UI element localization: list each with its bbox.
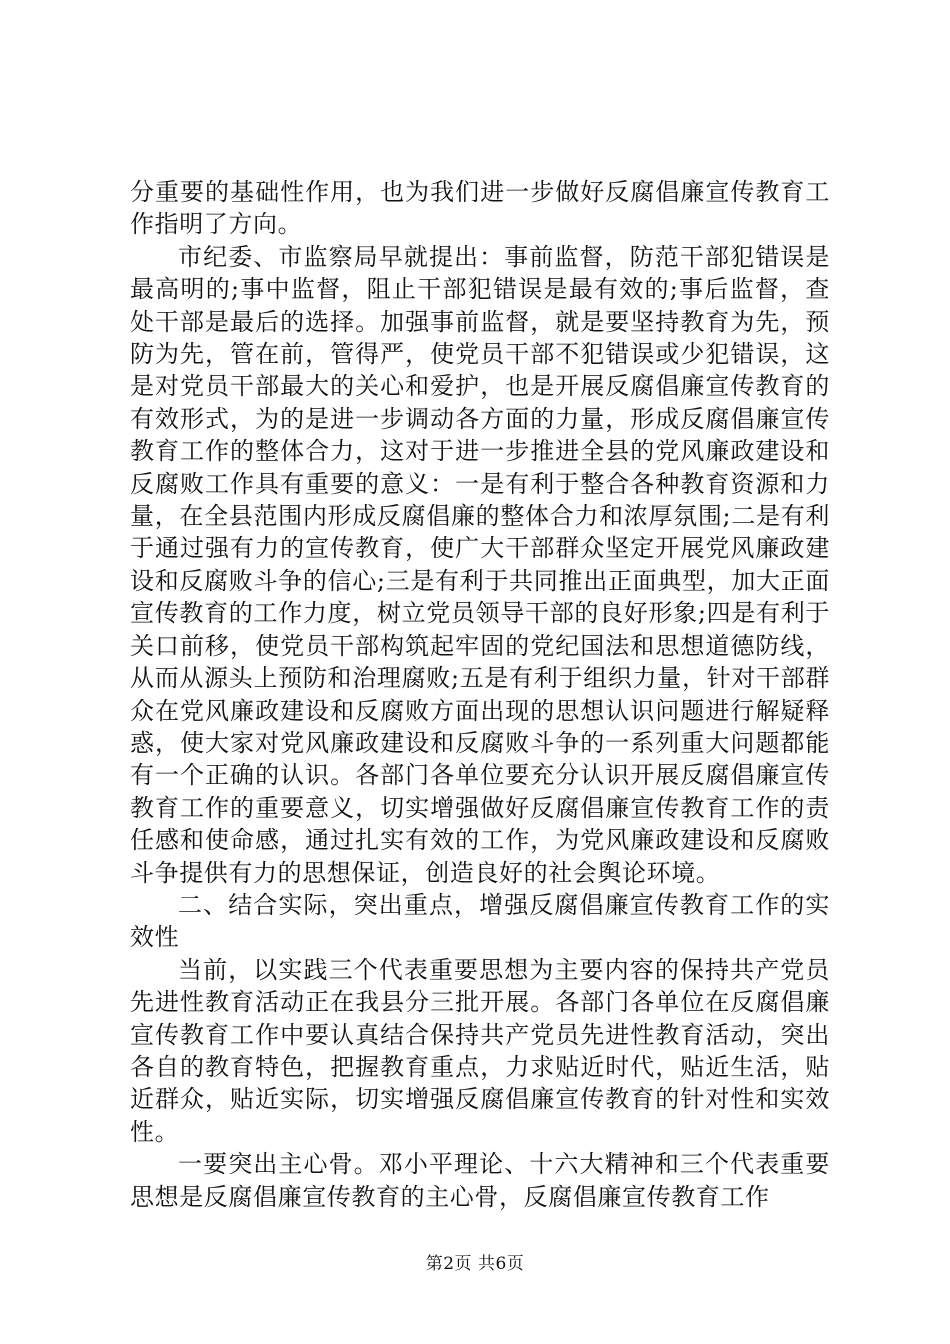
paragraph-continuation: 分重要的基础性作用，也为我们进一步做好反腐倡廉宣传教育工作指明了方向。 xyxy=(130,178,830,239)
page-number-footer: 第2页 共6页 xyxy=(425,1254,525,1274)
paragraph-main-pillar: 一要突出主心骨。邓小平理论、十六大精神和三个代表重要思想是反腐倡廉宣传教育的主心骨，反腐倡廉宣传教育工作 xyxy=(130,1150,830,1211)
document-body xyxy=(130,176,830,1213)
section-heading-2: 二、结合实际，突出重点，增强反腐倡廉宣传教育工作的实效性 xyxy=(130,890,830,952)
paragraph-supervision: 市纪委、市监察局早就提出：事前监督，防范干部犯错误是最高明的;事中监督，阻止干部犯错误是最有效的;事后监督，查处干部是最后的选择。加强事前监督，就是要坚持教育为先，预防为先，管在前，管得严，使党员干部不犯错误或少犯错误，这是对党员干部最大的关心和爱护，也是开展反腐倡廉宣传教育的有效形式，为的是进一步调动各方面的力量，形成反腐倡廉宣传教育工作的整体合力，这对于进一步推进全县的党风廉政建设和反腐败工作具有重要的意义：一是有利于整合各种教育资源和力量，在全县范围内形成反腐倡廉的整体合力和浓厚氛围;二是有利于通过强有力的宣传教育，使广大干部群众坚定开展党风廉政建设和反腐败斗争的信心;三是有利于共同推出正面典型，加大正面宣传教育的工作力度，树立党员领导干部的良好形象;四是有利于关口前移，使党员干部构筑起牢固的党纪国法和思想道德防线，从而从源头上预防和治理腐败;五是有利于组织力量，针对干部群众在党风廉政建设和反腐败方面出现的思想认识问题进行解疑释惑，使大家对党风廉政建设和反腐败斗争的一系列重大问题都能有一个正确的认识。各部门各单位要充分认识开展反腐倡廉宣传教育工作的重要意义，切实增强做好反腐倡廉宣传教育工作的责任感和使命感，通过扎实有效的工作，为党风廉政建设和反腐败斗争提供有力的思想保证，创造良好的社会舆论环境。 xyxy=(130,242,830,887)
paragraph-current-activity: 当前，以实践三个代表重要思想为主要内容的保持共产党员先进性教育活动正在我县分三批开展。各部门各单位在反腐倡廉宣传教育工作中要认真结合保持共产党员先进性教育活动，突出各自的教育特色，把握教育重点，力求贴近时代，贴近生活，贴近群众，贴近实际，切实增强反腐倡廉宣传教育的针对性和实效性。 xyxy=(130,955,830,1146)
